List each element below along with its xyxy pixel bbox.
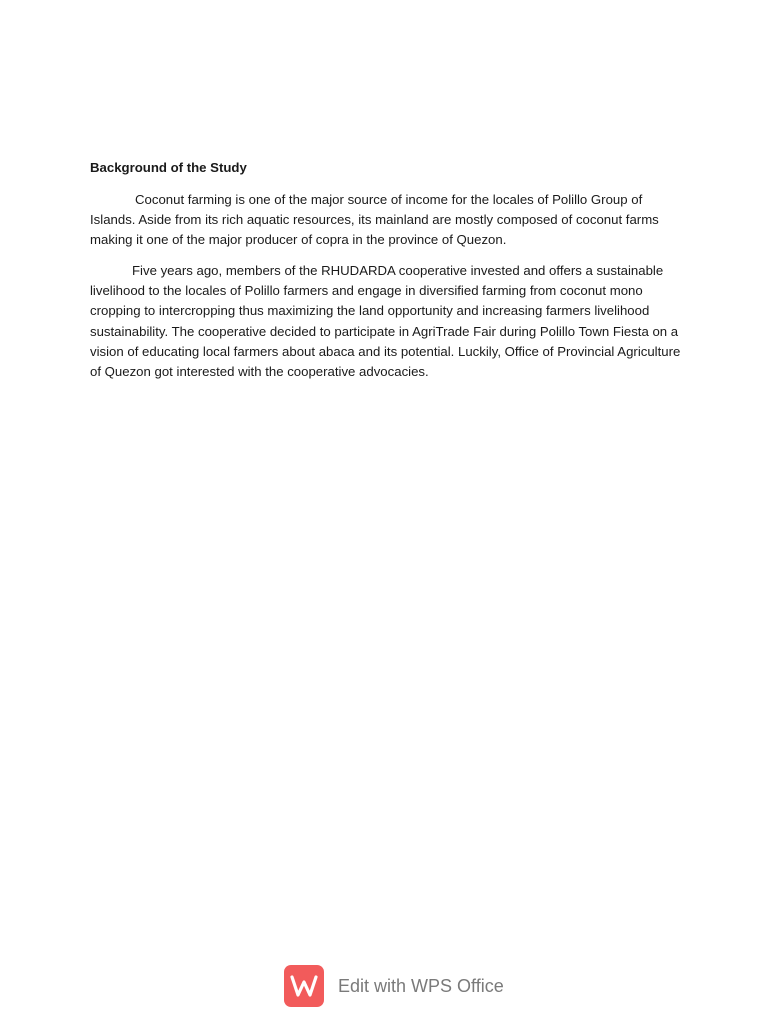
section-heading: Background of the Study bbox=[90, 160, 247, 175]
wps-logo-icon bbox=[284, 965, 324, 1007]
document-body bbox=[90, 158, 690, 393]
paragraph-2: Five years ago, members of the RHUDARDA cooperative invested and offers a sustainable livelihood to the locales of Polillo farmers and engage in diversified farming from coconut mono cropping to intercropping thus maximizing the land opportunity and increasing farmers livelihood sustainability. The cooperative decided to participate in AgriTrade Fair during Polillo Town Fiesta on a vision of educating local farmers about abaca and its potential. Luckily, Office of Provincial Agriculture of Quezon got interested with the cooperative advocacies. bbox=[90, 263, 681, 379]
edit-with-wps-link[interactable]: Edit with WPS Office bbox=[338, 975, 504, 996]
wps-edit-banner[interactable] bbox=[284, 965, 504, 1007]
paragraph-1: Coconut farming is one of the major source of income for the locales of Polillo Group of Islands. Aside from its rich aquatic resources, its mainland are mostly composed of coconut farms making it one of the major producer of copra in the province of Quezon. bbox=[90, 192, 659, 248]
